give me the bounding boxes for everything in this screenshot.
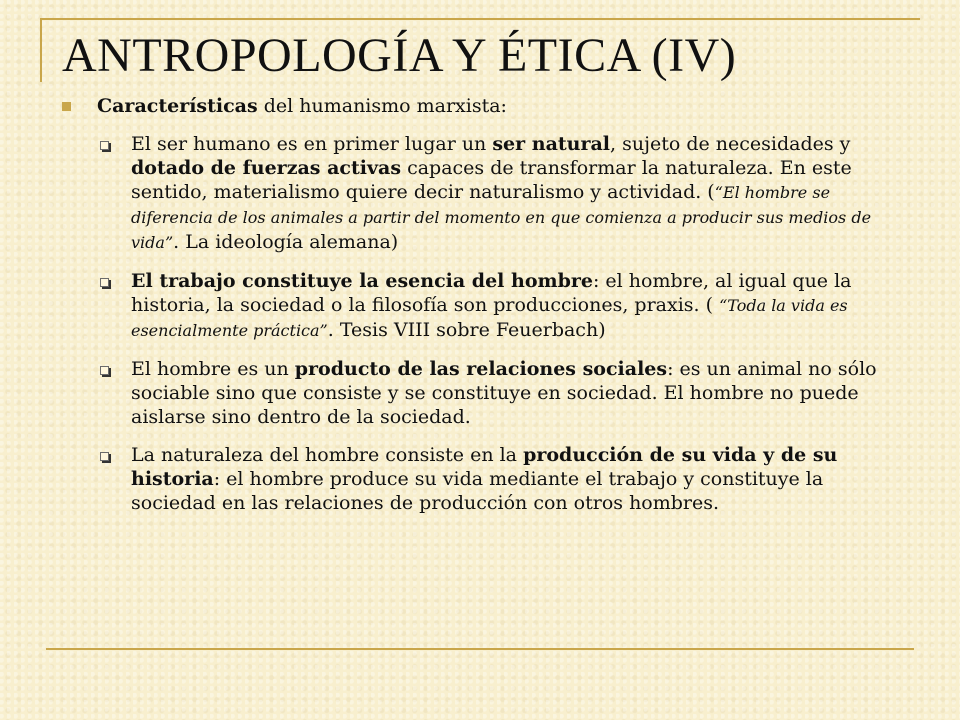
list-item-natural-being	[97, 132, 912, 255]
item-text: : es un animal no sólo sociable sino que consiste y se constituye en sociedad. El hombre no puede aislarse sino dentro de la sociedad.	[131, 358, 877, 428]
item-quote: “El hombre se diferencia de los animales a partir del momento en que comienza a producir sus medios de vida”	[131, 183, 872, 252]
checkbox-bullet-icon	[100, 278, 109, 287]
item-text: El hombre es un	[131, 358, 295, 380]
frame-bottom-line	[46, 648, 914, 650]
checkbox-bullet-icon	[100, 141, 109, 150]
checkbox-bullet-icon	[100, 366, 109, 375]
item-text: El ser humano es en primer lugar un	[131, 133, 493, 155]
item-quote: “Toda la vida es esencialmente práctica”	[131, 296, 848, 340]
square-bullet-icon	[62, 102, 71, 111]
item-bold: dotado de fuerzas activas	[131, 157, 402, 179]
list-item-work-essence	[97, 269, 912, 343]
list-item-social-relations	[97, 357, 912, 429]
frame-left-line	[40, 18, 42, 82]
item-text: . La ideología alemana)	[173, 231, 399, 253]
item-text: La naturaleza del hombre consiste en la	[131, 444, 524, 466]
intro-line	[97, 94, 507, 118]
slide-title: ANTROPOLOGÍA Y ÉTICA (IV)	[62, 29, 737, 82]
bullet-list	[97, 132, 912, 529]
item-text: capaces de transformar la naturaleza. En este sentido, materialismo quiere decir naturalismo y actividad. (	[131, 157, 852, 203]
item-text: : el hombre produce su vida mediante el trabajo y constituye la sociedad en las relaciones de producción con otros hombres.	[131, 468, 824, 514]
intro-text: del humanismo marxista:	[257, 95, 507, 117]
intro-bold: Características	[97, 95, 258, 117]
checkbox-bullet-icon	[100, 452, 109, 461]
frame-top-line	[40, 18, 920, 20]
item-text: : el hombre, al igual que la historia, la sociedad o la filosofía son producciones, praxis. (	[131, 270, 852, 316]
item-bold: producción de su vida y de su historia	[131, 444, 838, 490]
item-bold: ser natural	[492, 133, 611, 155]
item-text: . Tesis VIII sobre Feuerbach)	[327, 319, 606, 341]
list-item-production	[97, 443, 912, 515]
item-text: , sujeto de necesidades y	[610, 133, 851, 155]
item-bold: El trabajo constituye la esencia del hombre	[131, 270, 593, 292]
item-bold: producto de las relaciones sociales	[294, 358, 668, 380]
